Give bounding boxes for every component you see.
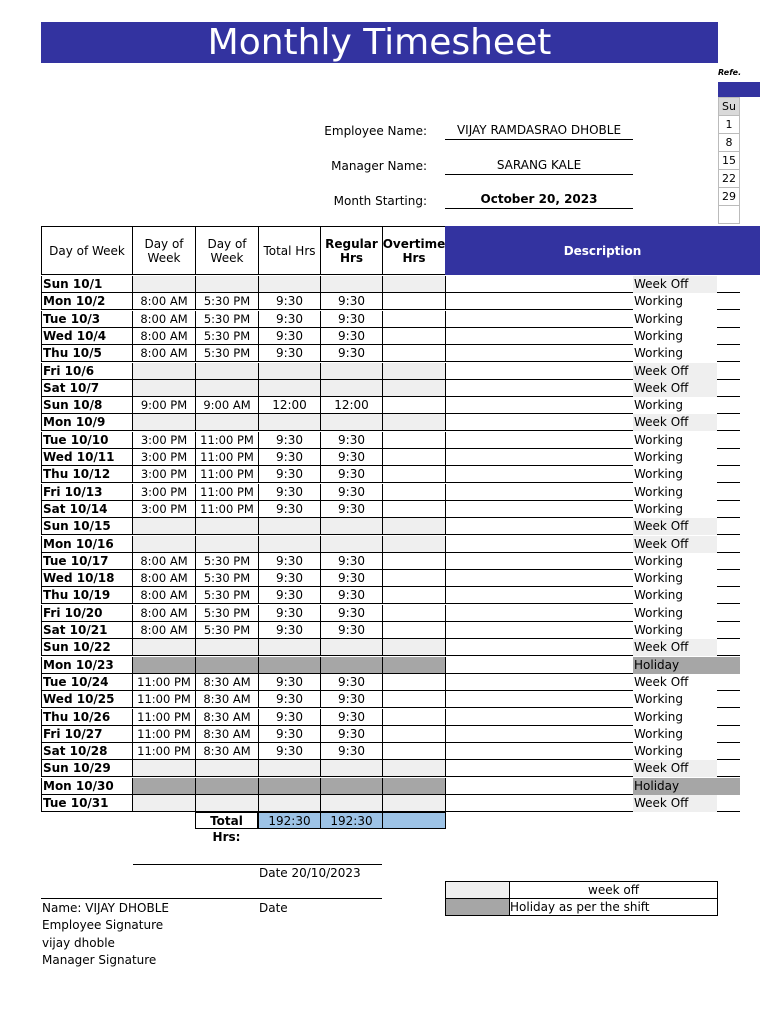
day-cell: Thu 10/26	[41, 709, 133, 726]
end-time-cell[interactable]	[195, 778, 259, 795]
signature-date: Date 20/10/2023	[259, 866, 361, 880]
start-time-cell[interactable]: 11:00 PM	[132, 674, 196, 691]
table-row	[41, 293, 740, 310]
table-row	[41, 605, 740, 622]
overtime-hrs-cell[interactable]	[382, 414, 446, 431]
reference-value: 15	[718, 152, 740, 170]
regular-hrs-cell[interactable]: 9:30	[320, 743, 383, 760]
overtime-hrs-cell[interactable]	[382, 363, 446, 380]
reference-label: Refe.	[718, 68, 742, 77]
overtime-hrs-cell[interactable]	[382, 622, 446, 639]
description-cell[interactable]: Week Off	[633, 518, 740, 535]
start-time-cell[interactable]: 8:00 AM	[132, 311, 196, 328]
regular-hrs-cell[interactable]	[320, 795, 383, 812]
description-cell[interactable]: Working	[634, 744, 683, 759]
total-hrs-cell[interactable]: 9:30	[258, 484, 321, 501]
regular-hrs-cell[interactable]: 9:30	[320, 691, 383, 708]
start-time-cell[interactable]: 3:00 PM	[132, 466, 196, 483]
total-hrs-cell[interactable]: 9:30	[258, 605, 321, 622]
start-time-cell[interactable]	[132, 518, 196, 535]
overtime-hrs-cell[interactable]	[382, 466, 446, 483]
day-cell: Sat 10/14	[41, 501, 133, 518]
end-time-cell[interactable]: 8:30 AM	[195, 709, 259, 726]
regular-hrs-cell[interactable]	[320, 760, 383, 777]
total-hrs-cell[interactable]	[258, 760, 321, 777]
end-time-cell[interactable]	[195, 414, 259, 431]
description-cell[interactable]: Week Off	[633, 363, 740, 380]
start-time-cell[interactable]: 8:00 AM	[132, 570, 196, 587]
table-row	[41, 536, 740, 553]
table-row	[41, 311, 740, 328]
overtime-hrs-cell[interactable]	[382, 501, 446, 518]
end-time-cell[interactable]: 5:30 PM	[195, 570, 259, 587]
regular-hrs-cell[interactable]: 9:30	[320, 622, 383, 639]
month-starting-label: Month Starting:	[333, 194, 427, 208]
table-row	[41, 691, 740, 708]
table-row	[41, 570, 740, 587]
day-cell: Sun 10/1	[41, 276, 133, 293]
legend-holiday	[445, 898, 718, 916]
description-cell[interactable]: Working	[634, 605, 683, 620]
day-cell: Tue 10/10	[41, 432, 133, 449]
end-time-cell[interactable]	[195, 276, 259, 293]
description-cell[interactable]: Working	[634, 501, 683, 516]
overtime-hrs-cell[interactable]	[382, 553, 446, 570]
row-divider	[445, 811, 633, 812]
total-hrs-cell[interactable]	[258, 639, 321, 656]
start-time-cell[interactable]: 3:00 PM	[132, 484, 196, 501]
day-cell: Fri 10/13	[41, 484, 133, 501]
total-hrs-cell[interactable]: 9:30	[258, 466, 321, 483]
overtime-hrs-cell[interactable]	[382, 449, 446, 466]
table-row	[41, 432, 740, 449]
header-day: Day of Week	[41, 226, 133, 275]
description-cell[interactable]: Working	[634, 571, 683, 586]
header-description: Description	[445, 226, 760, 275]
header-regular: Regular Hrs	[320, 226, 383, 275]
start-time-cell[interactable]	[132, 639, 196, 656]
regular-hrs-cell[interactable]: 9:30	[320, 345, 383, 362]
end-time-cell[interactable]	[195, 518, 259, 535]
end-time-cell[interactable]: 5:30 PM	[195, 605, 259, 622]
regular-hrs-cell[interactable]	[320, 518, 383, 535]
total-hrs-cell[interactable]	[258, 276, 321, 293]
end-time-cell[interactable]	[195, 363, 259, 380]
table-row	[41, 553, 740, 570]
table-row	[41, 657, 740, 674]
legend-week-off-label: week off	[588, 883, 639, 897]
table-row	[41, 328, 740, 345]
overtime-hrs-cell[interactable]	[382, 380, 446, 397]
reference-value: 29	[718, 188, 740, 206]
end-time-cell[interactable]: 8:30 AM	[195, 726, 259, 743]
description-cell[interactable]: Week Off	[633, 380, 740, 397]
total-hrs-cell[interactable]	[258, 363, 321, 380]
table-row	[41, 639, 740, 656]
overtime-hrs-total[interactable]	[382, 812, 446, 829]
end-time-cell[interactable]: 5:30 PM	[195, 587, 259, 604]
total-hrs-cell[interactable]: 12:00	[258, 397, 321, 414]
end-time-cell[interactable]: 11:00 PM	[195, 449, 259, 466]
start-time-cell[interactable]	[132, 276, 196, 293]
day-cell: Mon 10/2	[41, 293, 133, 310]
total-hrs-cell[interactable]: 9:30	[258, 709, 321, 726]
day-cell: Mon 10/16	[41, 536, 133, 553]
start-time-cell[interactable]: 8:00 AM	[132, 328, 196, 345]
overtime-hrs-cell[interactable]	[382, 397, 446, 414]
start-time-cell[interactable]: 8:00 AM	[132, 605, 196, 622]
overtime-hrs-cell[interactable]	[382, 293, 446, 310]
overtime-hrs-cell[interactable]	[382, 691, 446, 708]
description-cell[interactable]: Week Off	[634, 674, 689, 689]
day-cell: Fri 10/20	[41, 605, 133, 622]
start-time-cell[interactable]: 11:00 PM	[132, 743, 196, 760]
overtime-hrs-cell[interactable]	[382, 311, 446, 328]
regular-hrs-cell[interactable]	[320, 657, 383, 674]
regular-hrs-cell[interactable]: 9:30	[320, 328, 383, 345]
legend-week-off	[445, 881, 718, 899]
description-cell[interactable]: Week Off	[633, 536, 740, 553]
end-time-cell[interactable]: 5:30 PM	[195, 311, 259, 328]
overtime-hrs-cell[interactable]	[382, 795, 446, 812]
day-cell: Sat 10/7	[41, 380, 133, 397]
description-cell[interactable]: Week Off	[633, 760, 740, 777]
description-cell[interactable]: Week Off	[633, 795, 740, 812]
overtime-hrs-cell[interactable]	[382, 484, 446, 501]
regular-hrs-cell[interactable]: 9:30	[320, 709, 383, 726]
start-time-cell[interactable]: 8:00 AM	[132, 345, 196, 362]
regular-hrs-cell[interactable]: 9:30	[320, 553, 383, 570]
overtime-hrs-cell[interactable]	[382, 570, 446, 587]
start-time-cell[interactable]: 8:00 AM	[132, 293, 196, 310]
end-time-cell[interactable]: 9:00 AM	[195, 397, 259, 414]
regular-hrs-cell[interactable]	[320, 778, 383, 795]
description-cell[interactable]: Working	[634, 467, 683, 482]
end-time-cell[interactable]: 5:30 PM	[195, 328, 259, 345]
day-cell: Wed 10/18	[41, 570, 133, 587]
regular-hrs-cell[interactable]: 9:30	[320, 484, 383, 501]
day-cell: Mon 10/9	[41, 414, 133, 431]
end-time-cell[interactable]: 5:30 PM	[195, 553, 259, 570]
total-hrs-cell[interactable]	[258, 657, 321, 674]
total-hrs-cell[interactable]: 9:30	[258, 345, 321, 362]
employee-name-label: Employee Name:	[324, 124, 427, 138]
header-end: Day of Week	[195, 226, 259, 275]
table-row	[41, 414, 740, 431]
regular-hrs-cell[interactable]: 9:30	[320, 605, 383, 622]
total-hrs-cell[interactable]: 9:30	[258, 328, 321, 345]
signature-line	[41, 898, 382, 899]
regular-hrs-cell[interactable]: 9:30	[320, 726, 383, 743]
description-cell[interactable]: Working	[634, 692, 683, 707]
table-row	[41, 466, 740, 483]
table-row	[41, 709, 740, 726]
regular-hrs-cell[interactable]	[320, 536, 383, 553]
overtime-hrs-cell[interactable]	[382, 726, 446, 743]
reference-head: Su	[718, 97, 740, 116]
table-row	[41, 587, 740, 604]
day-cell: Sun 10/8	[41, 397, 133, 414]
description-cell[interactable]: Working	[634, 623, 683, 637]
table-row	[41, 501, 740, 518]
table-row	[41, 380, 740, 397]
regular-hrs-cell[interactable]	[320, 639, 383, 656]
end-time-cell[interactable]	[195, 639, 259, 656]
start-time-cell[interactable]: 9:00 PM	[132, 397, 196, 414]
overtime-hrs-cell[interactable]	[382, 432, 446, 449]
reference-value: 1	[718, 116, 740, 134]
reference-value: 8	[718, 134, 740, 152]
overtime-hrs-cell[interactable]	[382, 518, 446, 535]
month-starting-field[interactable]: October 20, 2023	[445, 192, 633, 209]
start-time-cell[interactable]	[132, 363, 196, 380]
employee-name-signature: Name: VIJAY DHOBLE	[42, 901, 169, 915]
header-total: Total Hrs	[258, 226, 321, 275]
page-title: Monthly Timesheet	[41, 22, 718, 63]
description-cell[interactable]: Working	[634, 726, 683, 741]
legend-swatch-holiday	[446, 899, 510, 915]
legend-holiday-label: Holiday as per the shift	[510, 900, 650, 914]
start-time-cell[interactable]: 3:00 PM	[132, 432, 196, 449]
total-hrs-cell[interactable]	[258, 380, 321, 397]
start-time-cell[interactable]	[132, 380, 196, 397]
description-cell[interactable]: Working	[634, 328, 683, 343]
total-hrs-value[interactable]: 192:30	[258, 812, 321, 829]
total-hrs-cell[interactable]: 9:30	[258, 726, 321, 743]
table-row	[41, 760, 740, 777]
total-hrs-cell[interactable]: 9:30	[258, 743, 321, 760]
end-time-cell[interactable]: 5:30 PM	[195, 293, 259, 310]
end-time-cell[interactable]: 5:30 PM	[195, 345, 259, 362]
table-row	[41, 726, 740, 743]
overtime-hrs-cell[interactable]	[382, 743, 446, 760]
table-row	[41, 518, 740, 535]
day-cell: Mon 10/23	[41, 657, 133, 674]
manager-name-field[interactable]: SARANG KALE	[445, 158, 633, 175]
table-row	[41, 276, 740, 293]
total-hrs-cell[interactable]	[258, 536, 321, 553]
regular-hrs-cell[interactable]: 9:30	[320, 674, 383, 691]
day-cell: Thu 10/19	[41, 587, 133, 604]
regular-hrs-cell[interactable]	[320, 363, 383, 380]
regular-hrs-cell[interactable]: 9:30	[320, 587, 383, 604]
table-row	[41, 363, 740, 380]
table-row	[41, 345, 740, 362]
start-time-cell[interactable]	[132, 536, 196, 553]
start-time-cell[interactable]: 11:00 PM	[132, 691, 196, 708]
start-time-cell[interactable]: 8:00 AM	[132, 553, 196, 570]
total-hrs-cell[interactable]: 9:30	[258, 553, 321, 570]
overtime-hrs-cell[interactable]	[382, 760, 446, 777]
manager-signature-label: Manager Signature	[42, 953, 157, 967]
day-cell: Thu 10/12	[41, 466, 133, 483]
end-time-cell[interactable]: 5:30 PM	[195, 622, 259, 639]
description-cell[interactable]: Working	[634, 588, 683, 603]
total-hrs-cell[interactable]: 9:30	[258, 587, 321, 604]
table-row	[41, 778, 740, 795]
regular-hrs-cell[interactable]: 9:30	[320, 449, 383, 466]
start-time-cell[interactable]: 3:00 PM	[132, 501, 196, 518]
day-cell: Thu 10/5	[41, 345, 133, 362]
start-time-cell[interactable]: 11:00 PM	[132, 709, 196, 726]
employee-name-field[interactable]: VIJAY RAMDASRAO DHOBLE	[445, 123, 633, 140]
overtime-hrs-cell[interactable]	[382, 709, 446, 726]
end-time-cell[interactable]: 8:30 AM	[195, 674, 259, 691]
description-cell[interactable]: Working	[634, 484, 683, 499]
day-cell: Tue 10/3	[41, 311, 133, 328]
regular-hrs-cell[interactable]	[320, 414, 383, 431]
day-cell: Sun 10/29	[41, 760, 133, 777]
regular-hrs-cell[interactable]: 9:30	[320, 311, 383, 328]
day-cell: Sun 10/15	[41, 518, 133, 535]
regular-hrs-cell[interactable]	[320, 276, 383, 293]
start-time-cell[interactable]	[132, 760, 196, 777]
description-cell[interactable]: Working	[634, 346, 683, 361]
day-cell: Tue 10/31	[41, 795, 133, 812]
overtime-hrs-cell[interactable]	[382, 674, 446, 691]
end-time-cell[interactable]	[195, 657, 259, 674]
total-hrs-cell[interactable]	[258, 795, 321, 812]
description-cell[interactable]: Working	[634, 398, 683, 413]
day-cell: Sun 10/22	[41, 639, 133, 656]
table-row	[41, 622, 740, 639]
end-time-cell[interactable]	[195, 380, 259, 397]
legend-swatch-week-off	[446, 882, 510, 898]
end-time-cell[interactable]: 8:30 AM	[195, 743, 259, 760]
table-row	[41, 397, 740, 414]
day-cell: Mon 10/30	[41, 778, 133, 795]
end-time-cell[interactable]: 8:30 AM	[195, 691, 259, 708]
total-hrs-cell[interactable]: 9:30	[258, 691, 321, 708]
start-time-cell[interactable]: 8:00 AM	[132, 622, 196, 639]
description-cell[interactable]: Working	[634, 311, 683, 326]
start-time-cell[interactable]	[132, 778, 196, 795]
overtime-hrs-cell[interactable]	[382, 639, 446, 656]
total-hrs-cell[interactable]: 9:30	[258, 501, 321, 518]
overtime-hrs-cell[interactable]	[382, 605, 446, 622]
table-row	[41, 743, 740, 760]
day-cell: Wed 10/4	[41, 328, 133, 345]
end-time-cell[interactable]	[195, 795, 259, 812]
description-cell[interactable]: Working	[634, 709, 683, 724]
regular-hrs-cell[interactable]: 9:30	[320, 432, 383, 449]
signature-line	[133, 864, 382, 865]
overtime-hrs-cell[interactable]	[382, 657, 446, 674]
reference-calendar	[718, 97, 740, 224]
day-cell: Sat 10/21	[41, 622, 133, 639]
description-cell[interactable]: Working	[634, 432, 683, 447]
manager-name-label: Manager Name:	[331, 159, 427, 173]
date-label: Date	[259, 901, 288, 915]
end-time-cell[interactable]: 11:00 PM	[195, 501, 259, 518]
regular-hrs-cell[interactable]: 9:30	[320, 501, 383, 518]
total-hrs-cell[interactable]: 9:30	[258, 311, 321, 328]
day-cell: Tue 10/24	[41, 674, 133, 691]
end-time-cell[interactable]: 11:00 PM	[195, 484, 259, 501]
overtime-hrs-cell[interactable]	[382, 536, 446, 553]
description-cell[interactable]: Week Off	[633, 414, 740, 431]
table-row	[41, 795, 740, 812]
employee-signature-label: Employee Signature	[42, 918, 164, 932]
description-cell[interactable]: Working	[634, 294, 683, 309]
total-hrs-cell[interactable]	[258, 518, 321, 535]
end-time-cell[interactable]	[195, 760, 259, 777]
total-hrs-cell[interactable]: 9:30	[258, 570, 321, 587]
table-row	[41, 484, 740, 501]
regular-hrs-cell[interactable]: 12:00	[320, 397, 383, 414]
total-hrs-cell[interactable]: 9:30	[258, 674, 321, 691]
description-cell[interactable]: Working	[634, 450, 683, 464]
end-time-cell[interactable]	[195, 536, 259, 553]
total-hrs-cell[interactable]	[258, 778, 321, 795]
table-row	[41, 674, 740, 691]
reference-bar	[718, 82, 760, 97]
overtime-hrs-cell[interactable]	[382, 778, 446, 795]
description-cell[interactable]: Week Off	[633, 639, 740, 656]
description-cell[interactable]: Holiday	[633, 778, 740, 795]
day-cell: Sat 10/28	[41, 743, 133, 760]
overtime-hrs-cell[interactable]	[382, 345, 446, 362]
description-cell[interactable]: Holiday	[633, 657, 740, 674]
regular-hrs-cell[interactable]: 9:30	[320, 570, 383, 587]
end-time-cell[interactable]: 11:00 PM	[195, 432, 259, 449]
end-time-cell[interactable]: 11:00 PM	[195, 466, 259, 483]
total-hrs-cell[interactable]: 9:30	[258, 449, 321, 466]
total-hrs-cell[interactable]	[258, 414, 321, 431]
overtime-hrs-cell[interactable]	[382, 276, 446, 293]
regular-hrs-total[interactable]: 192:30	[320, 812, 383, 829]
manager-signed-name: vijay dhoble	[42, 936, 115, 950]
start-time-cell[interactable]: 8:00 AM	[132, 587, 196, 604]
table-row	[41, 449, 740, 466]
reference-value: 22	[718, 170, 740, 188]
day-cell: Fri 10/27	[41, 726, 133, 743]
total-hrs-cell[interactable]: 9:30	[258, 293, 321, 310]
total-hrs-cell[interactable]: 9:30	[258, 622, 321, 639]
regular-hrs-cell[interactable]	[320, 380, 383, 397]
header-start: Day of Week	[132, 226, 196, 275]
description-cell[interactable]: Week Off	[633, 276, 740, 293]
header-overtime: Overtime Hrs	[382, 226, 446, 275]
description-cell[interactable]: Working	[634, 553, 683, 568]
day-cell: Wed 10/25	[41, 691, 133, 708]
day-cell: Fri 10/6	[41, 363, 133, 380]
regular-hrs-cell[interactable]: 9:30	[320, 293, 383, 310]
day-cell: Tue 10/17	[41, 553, 133, 570]
regular-hrs-cell[interactable]: 9:30	[320, 466, 383, 483]
start-time-cell[interactable]	[132, 795, 196, 812]
start-time-cell[interactable]: 11:00 PM	[132, 726, 196, 743]
start-time-cell[interactable]: 3:00 PM	[132, 449, 196, 466]
total-hrs-label: Total Hrs:	[195, 812, 258, 829]
day-cell: Wed 10/11	[41, 449, 133, 466]
total-hrs-cell[interactable]: 9:30	[258, 432, 321, 449]
start-time-cell[interactable]	[132, 414, 196, 431]
overtime-hrs-cell[interactable]	[382, 587, 446, 604]
overtime-hrs-cell[interactable]	[382, 328, 446, 345]
start-time-cell[interactable]	[132, 657, 196, 674]
reference-value	[718, 206, 740, 224]
